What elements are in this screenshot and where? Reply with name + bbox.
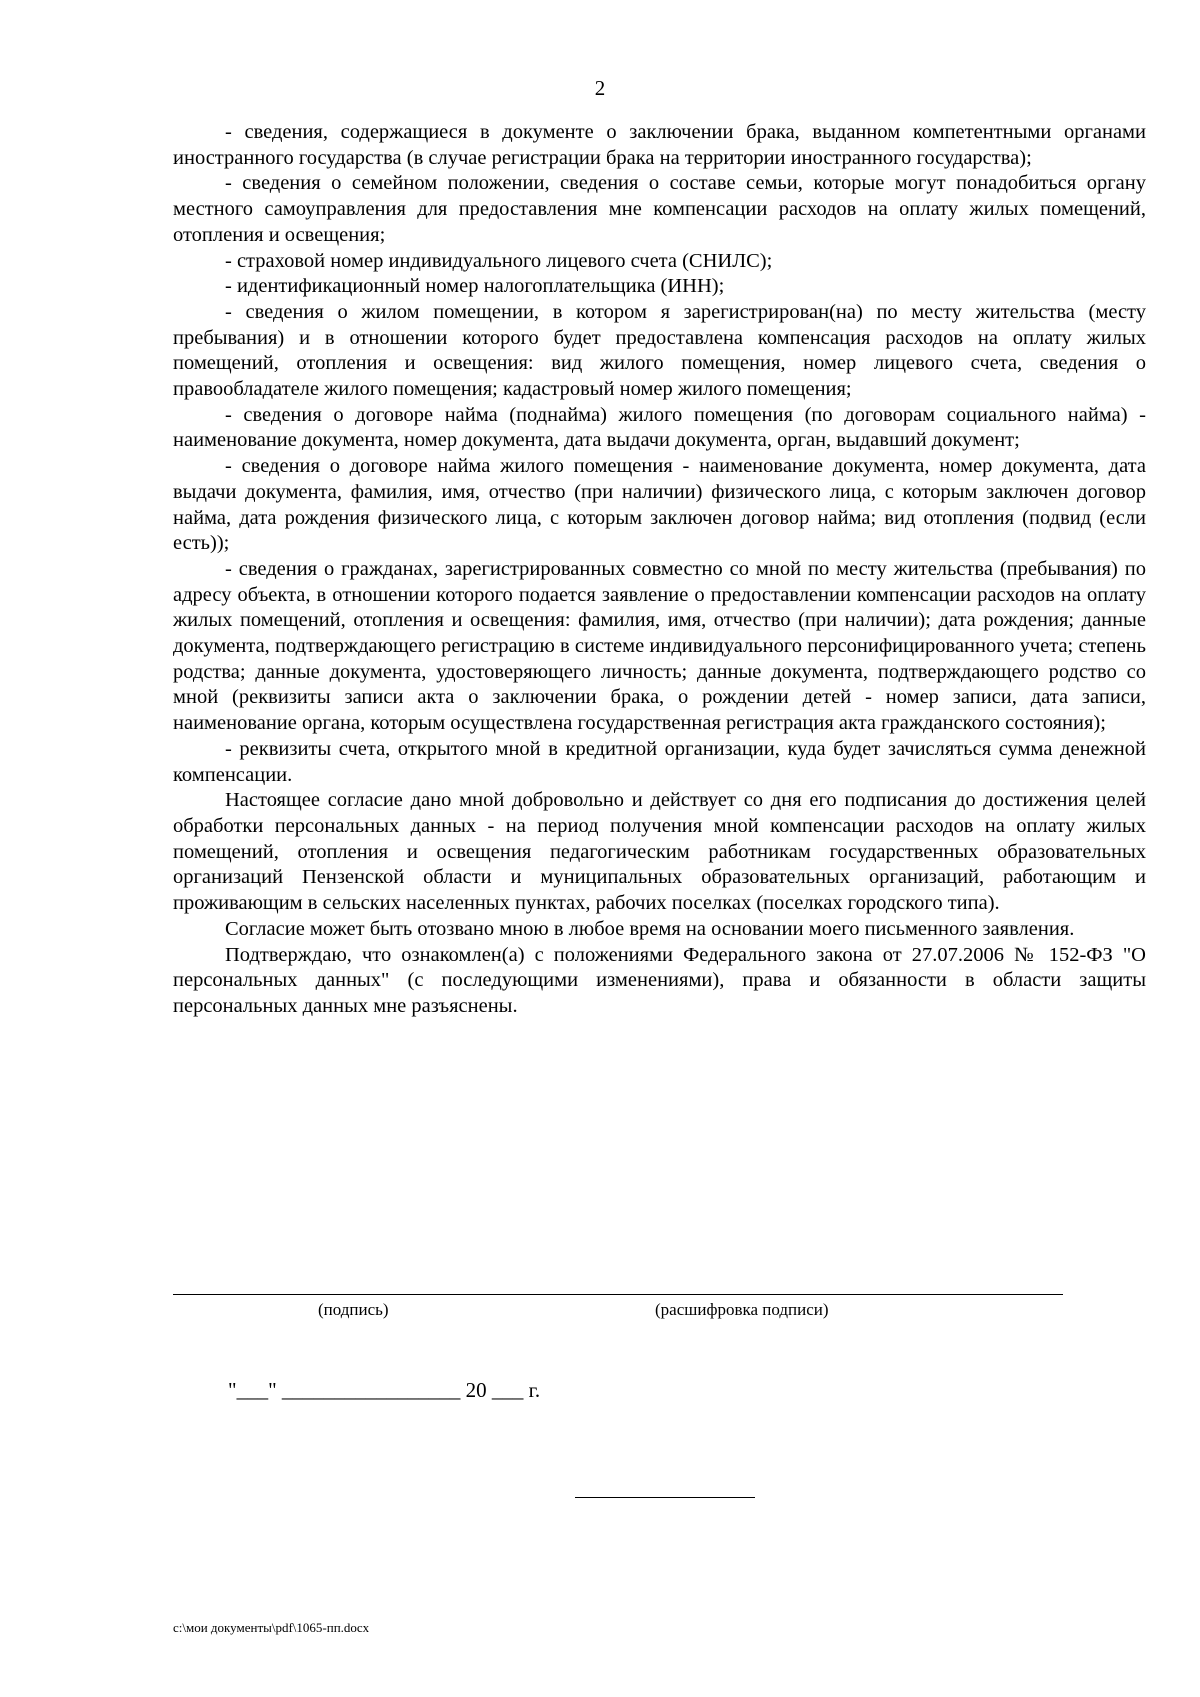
paragraph-bank-account: - реквизиты счета, открытого мной в кредитной организации, куда будет зачисляться сумма денежной компенсации. bbox=[173, 737, 1146, 786]
paragraph-co-residents: - сведения о гражданах, зарегистрированных совместно со мной по месту жительства (пребывания) по адресу объекта, в отношении которого подается заявление о предоставлении компенсации расходов на оплату жилых помещений, отопления и освещения: фамилия, имя, отчество (при наличии); дата рождения; данные документа, подтверждающего регистрацию в системе индивидуального персонифицированного учета; степень родства; данные документа, удостоверяющего личность; данные документа, подтверждающего родство со мной (реквизиты записи акта о заключении брака, о рождении детей - номер записи, дата записи, наименование органа, которым осуществлена государственная регистрация акта гражданского состояния); bbox=[173, 557, 1146, 735]
paragraph-inn: - идентификационный номер налогоплательщика (ИНН); bbox=[225, 275, 725, 298]
paragraph-consent-term: Настоящее согласие дано мной добровольно и действует со дня его подписания до достижения целей обработки персональных данных - на период получения мной компенсации расходов на оплату жилых помещений, отопления и освещения педагогическим работникам государственных образовательных организаций Пензенской области и муниципальных образовательных организаций, работающим и проживающим в сельских населенных пунктах, рабочих поселках (поселках городского типа). bbox=[173, 789, 1146, 915]
document-body bbox=[173, 120, 1146, 1020]
short-divider-line bbox=[575, 1497, 755, 1498]
page-number: 2 bbox=[594, 76, 606, 100]
date-line: "___" _________________ 20 ___ г. bbox=[228, 1378, 541, 1402]
signature-decoding-label: (расшифровка подписи) bbox=[655, 1300, 829, 1319]
footer-file-path: c:\мои документы\pdf\1065-пп.docx bbox=[173, 1620, 370, 1635]
paragraph-acknowledgement: Подтверждаю, что ознакомлен(а) с положениями Федерального закона от 27.07.2006 № 152-ФЗ "О персональных данных" (с последующими изменениями), права и обязанности в области защиты персональных данных мне разъяснены. bbox=[173, 943, 1146, 1017]
paragraph-marriage-abroad: - сведения, содержащиеся в документе о заключении брака, выданном компетентными органами иностранного государства (в случае регистрации брака на территории иностранного государства); bbox=[173, 121, 1146, 169]
paragraph-family-status: - сведения о семейном положении, сведения о составе семьи, которые могут понадобиться органу местного самоуправления для предоставления мне компенсации расходов на оплату жилых помещений, отопления и освещения; bbox=[173, 172, 1146, 246]
paragraph-social-lease: - сведения о договоре найма (поднайма) жилого помещения (по договорам социального найма) - наименование документа, номер документа, дата выдачи документа, орган, выдавший документ; bbox=[173, 403, 1146, 452]
signature-label: (подпись) bbox=[318, 1300, 389, 1319]
paragraph-snils: - страховой номер индивидуального лицевого счета (СНИЛС); bbox=[225, 249, 773, 272]
paragraph-lease: - сведения о договоре найма жилого помещения - наименование документа, номер документа, дата выдачи документа, фамилия, имя, отчество (при наличии) физического лица, с которым заключен договор найма, дата рождения физического лица, с которым заключен договор найма; вид отопления (подвид (если есть)); bbox=[173, 455, 1146, 555]
paragraph-dwelling: - сведения о жилом помещении, в котором я зарегистрирован(на) по месту жительства (месту пребывания) и в отношении которого будет предоставлена компенсация расходов на оплату жилых помещений, отопления и освещения: вид жилого помещения, номер лицевого счета, сведения о правообладателе жилого помещения; кадастровый номер жилого помещения; bbox=[173, 300, 1146, 401]
paragraph-revocation: Согласие может быть отозвано мною в любое время на основании моего письменного заявления. bbox=[225, 917, 1075, 940]
signature-line bbox=[173, 1294, 1063, 1295]
